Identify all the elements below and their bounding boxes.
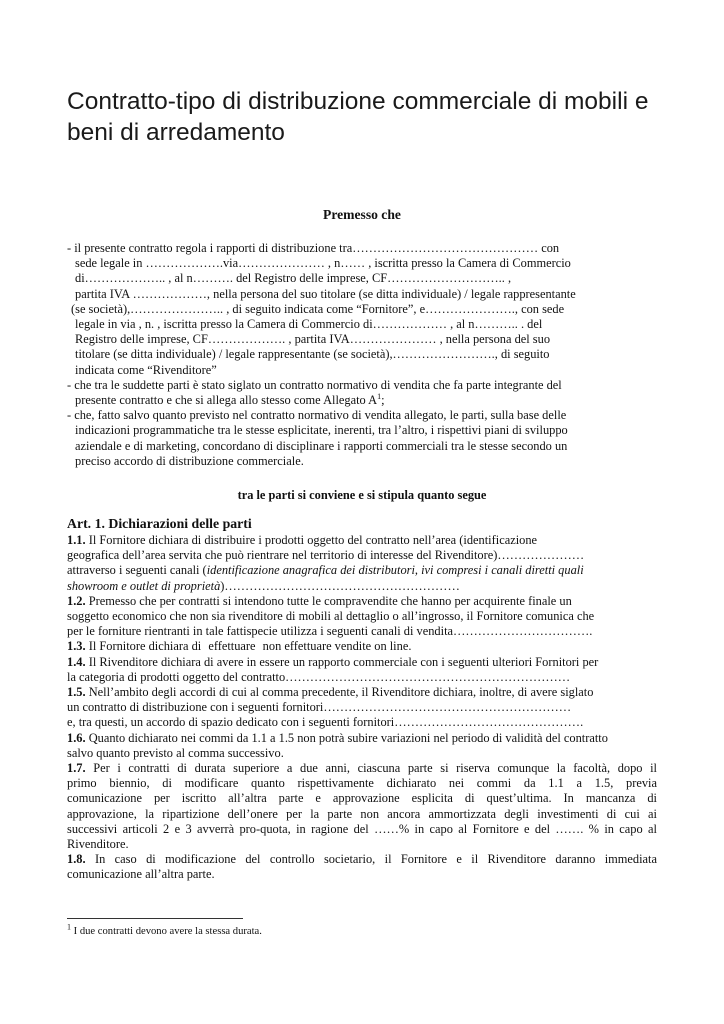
paragraph-text: attraverso i seguenti canali ( [67, 563, 207, 578]
paragraph-number: 1.1. [67, 533, 86, 547]
premesso-line: di……………….. , al n………. del Registro delle imprese, CF……………………….. , [75, 271, 512, 286]
paragraph-1-6 [67, 731, 657, 746]
paragraph-line: approvazione, la ripartizione dell’onere per la parte non ancora ammortizzata degli investimenti di cui ai [67, 806, 657, 821]
paragraph-line: comunicazione all’altra parte. [67, 867, 215, 882]
paragraph-line: geografica dell’area servita che può rientrare nel territorio di interesse del Rivenditore)………………… [67, 548, 585, 563]
paragraph-line: salvo quanto previsto al comma successivo. [67, 745, 284, 760]
premesso-line: (se società),………………….. , di seguito indicata come “Fornitore”, e…………………., con sede [71, 301, 565, 316]
paragraph-text: Il Rivenditore dichiara di avere in essere un rapporto commerciale con i seguenti ulteriori Fornitori per [88, 654, 599, 669]
premesso-line: sede legale in ……………….via………………… , n…… , iscritta presso la Camera di Commercio [75, 256, 571, 271]
paragraph-text: )………………………………………………… [220, 578, 460, 593]
paragraph-number: 1.7. [67, 761, 86, 776]
paragraph-line: successivi articoli 2 e 3 avverrà pro-quota, in ragione del ……% in capo al Fornitore e del ……. % in capo al [67, 821, 657, 836]
premesso-section [67, 241, 627, 469]
paragraph-text: Il Fornitore dichiara di distribuire i prodotti oggetto del contratto nell’area (identificazione [88, 533, 538, 547]
paragraph-line: un contratto di distribuzione con i seguenti fornitori…………………………………………………… [67, 700, 572, 715]
footnote-number: 1 [67, 922, 71, 932]
paragraph-1-4 [67, 655, 657, 670]
premesso-line: indicata come “Rivenditore” [75, 362, 217, 377]
paragraph-1-8 [67, 852, 657, 867]
paragraph-1-1 [67, 533, 657, 548]
paragraph-text: Quanto dichiarato nei commi da 1.1 a 1.5 non potrà subire variazioni nel periodo di validità del contratto [88, 730, 608, 745]
premesso-line: legale in via , n. , iscritta presso la Camera di Commercio di……………… , al n……….. . del [75, 317, 543, 332]
footnote-separator [67, 918, 243, 919]
paragraph-number: 1.8. [67, 852, 86, 867]
paragraph-1-2 [67, 594, 657, 609]
option-label: non effettuare vendite on line. [262, 639, 412, 654]
premesso-line: - che tra le suddette parti è stato siglato un contratto normativo di vendita che fa parte integrante del [67, 377, 562, 392]
stipula-heading: tra le parti si conviene e si stipula quanto segue [237, 488, 487, 502]
article-1-heading: Art. 1. Dichiarazioni delle parti [67, 516, 252, 531]
premesso-line-text: presente contratto e che si allega allo stesso come Allegato A [75, 393, 378, 408]
paragraph-italic-text: showroom e outlet di proprietà [67, 578, 221, 593]
paragraph-line: per le forniture rientranti in tale fattispecie utilizza i seguenti canali di vendita……………………………. [67, 624, 593, 639]
option-label: effettuare [208, 639, 256, 654]
paragraph-number: 1.5. [67, 685, 86, 700]
paragraph-number: 1.6. [67, 730, 86, 745]
paragraph-number: 1.3. [67, 639, 86, 654]
paragraph-line: soggetto economico che non sia rivenditore di mobili al dettaglio o all’ingrosso, il Fornitore comunica che [67, 609, 595, 624]
footnote-text: I due contratti devono avere la stessa durata. [71, 926, 262, 937]
premesso-line: preciso accordo di distribuzione commerciale. [75, 453, 304, 468]
premesso-line-with-footnote: presente contratto e che si allega allo stesso come Allegato $A^1$; [75, 391, 385, 408]
premesso-line: partita IVA ………………, nella persona del suo titolare (se ditta individuale) / legale rappresentante [75, 286, 576, 301]
paragraph-text: Il Fornitore dichiara di [88, 639, 202, 654]
paragraph-text: In caso di modificazione del controllo societario, il Fornitore e il Rivenditore daranno immediata [94, 852, 657, 867]
footnote [67, 922, 262, 937]
paragraph-1-5 [67, 685, 657, 700]
premesso-heading: Premesso che [323, 207, 401, 222]
paragraph-line: Rivenditore. [67, 837, 129, 852]
paragraph-text: Per i contratti di durata superiore a due anni, ciascuna parte si riserva comunque la facoltà, dopo il [93, 761, 657, 776]
paragraph-number: 1.2. [67, 593, 86, 608]
paragraph-line: e, tra questi, un accordo di spazio dedicato con i seguenti fornitori………………………………………. [67, 715, 584, 730]
paragraph-text: Nell’ambito degli accordi di cui al comma precedente, il Rivenditore dichiara, inoltre, di avere siglato [88, 685, 594, 700]
premesso-line: - il presente contratto regola i rapporti di distribuzione tra……………………………………… con [67, 241, 560, 255]
paragraph-number: 1.4. [67, 654, 86, 669]
paragraph-line: primo biennio, di modificare quanto rispettivamente dichiarato nei commi da 1.1 a 1.5, previa [67, 776, 657, 791]
page-title: Contratto-tipo di distribuzione commerciale di mobili e beni di arredamento [67, 88, 649, 146]
paragraph-line: la categoria di prodotti oggetto del contratto…………………………………………………………… [67, 669, 571, 684]
premesso-line: aziendale e di marketing, concordano di disciplinare i rapporti commerciali tra le stesse secondo un [75, 438, 568, 453]
paragraph-line: comunicazione per iscritto all’altra parte e approvazione esplicita di quest’ultima. In mancanza di [67, 791, 657, 806]
paragraph-line [67, 579, 657, 594]
premesso-line: - che, fatto salvo quanto previsto nel contratto normativo di vendita allegato, le parti, sulla base delle [67, 408, 567, 423]
premesso-line: indicazioni programmatiche tra le stesse esplicitate, inerenti, tra l’altro, i rispettivi piani di sviluppo [75, 423, 568, 438]
premesso-line: Registro delle imprese, CF………………. , partita IVA………………… , nella persona del suo [75, 332, 551, 347]
paragraph-line [67, 563, 657, 578]
premesso-line: titolare (se ditta individuale) / legale rappresentante (se società),……………………., di seguito [75, 347, 550, 362]
article-1-body [67, 533, 657, 883]
paragraph-1-7 [67, 761, 657, 776]
paragraph-italic-text: identificazione anagrafica dei distributori, ivi compresi i canali diretti quali [206, 563, 584, 578]
paragraph-text: Premesso che per contratti si intendono tutte le compravendite che hanno per acquirente finale un [88, 593, 572, 608]
paragraph-1-3 [67, 639, 657, 654]
footnote-ref[interactable]: 1 [377, 391, 382, 401]
